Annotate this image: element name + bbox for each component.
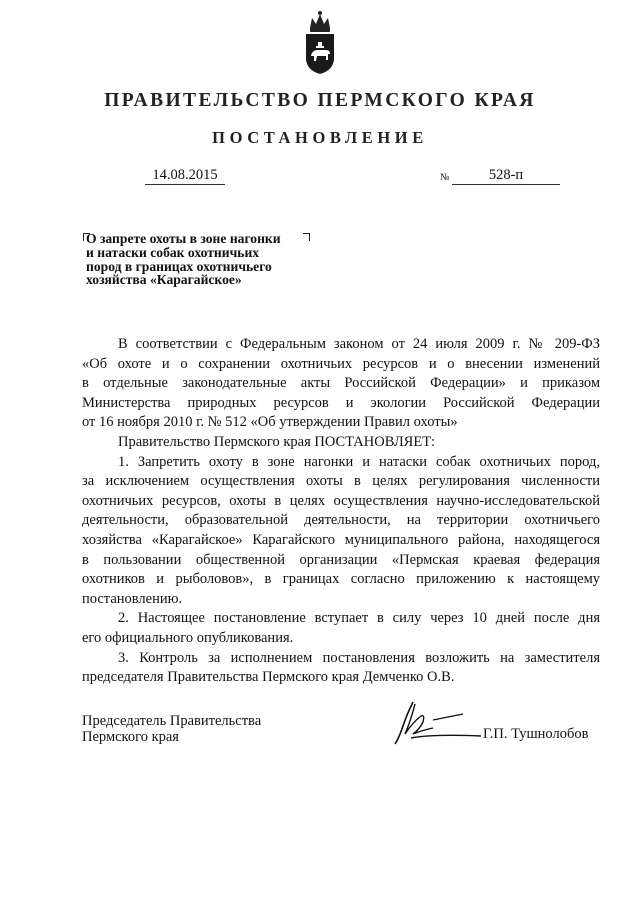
- body-line: хозяйства «Карагайское» Карагайского муниципального района, находящегося: [82, 531, 600, 548]
- body-line: 3. Контроль за исполнением постановления возложить на заместителя: [118, 649, 600, 666]
- body-line: Правительство Пермского края ПОСТАНОВЛЯЕТ:: [118, 433, 436, 450]
- signatory-name: Г.П. Тушнолобов: [483, 726, 589, 742]
- signatory-position-line: Председатель Правительства: [82, 713, 262, 729]
- signatory-position-line: Пермского края: [82, 729, 179, 745]
- document-type: ПОСТАНОВЛЕНИЕ: [212, 128, 428, 147]
- document-body: [82, 335, 600, 688]
- body-line: 2. Настоящее постановление вступает в силу через 10 дней после дня: [118, 610, 600, 627]
- signatory-position: [82, 713, 261, 745]
- document-subject: [86, 232, 326, 287]
- body-line: от 16 ноября 2010 г. № 512 «Об утверждении Правил охоты»: [82, 414, 458, 431]
- body-line: охотничьих ресурсов, охоты в целях осуществления научно-исследовательской: [82, 492, 600, 509]
- body-line: его официального опубликования.: [82, 629, 294, 646]
- body-line: постановлению.: [82, 590, 183, 607]
- handwritten-signature: [393, 700, 483, 748]
- document-date: 14.08.2015: [145, 167, 225, 185]
- body-line: «Об охоте и о сохранении охотничьих ресурсов и о внесении изменений: [82, 355, 600, 372]
- subject-line: О запрете охоты в зоне нагонки: [86, 231, 281, 246]
- body-line: Министерства природных ресурсов и экологии Российской Федерации: [82, 394, 600, 411]
- body-line: в пользовании общественной организации «Пермская краевая федерация: [82, 551, 600, 568]
- body-line: за исключением осуществления охоты в целях регулирования численности: [82, 473, 600, 490]
- subject-line: хозяйства «Карагайское»: [86, 272, 242, 288]
- perm-krai-coat-of-arms-icon: [300, 8, 340, 78]
- body-line: деятельности, образовательной деятельности, на территории охотничьего: [82, 512, 600, 529]
- subject-line: и натаски собак охотничьих: [86, 244, 260, 260]
- document-number: 528-п: [452, 167, 560, 185]
- body-line: В соответствии с Федеральным законом от 24 июля 2009 г. № 209-ФЗ: [118, 336, 600, 352]
- body-line: в отдельные законодательные акты Российской Федерации» и приказом: [82, 375, 600, 392]
- government-title: ПРАВИТЕЛЬСТВО ПЕРМСКОГО КРАЯ: [104, 90, 536, 111]
- body-line: охотников и рыболовов», в границах согласно приложению к настоящему: [82, 571, 600, 588]
- number-sign: №: [440, 172, 450, 183]
- body-line: председателя Правительства Пермского края Демченко О.В.: [82, 669, 455, 686]
- body-line: 1. Запретить охоту в зоне нагонки и натаски собак охотничьих пород,: [118, 453, 600, 470]
- subject-line: пород в границах охотничьего: [86, 258, 272, 274]
